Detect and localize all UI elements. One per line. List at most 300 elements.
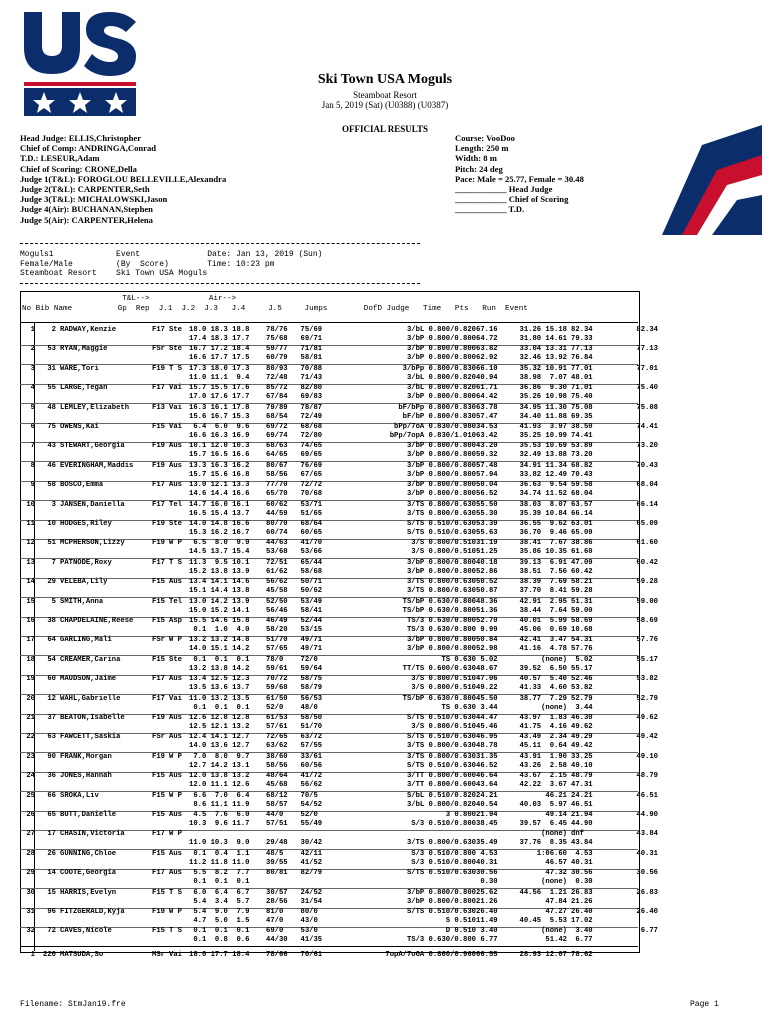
column-header-row-2: No Bib Name Gp Rep J.1 J.2 J.3 J.4 J.5 Jumps DofD Judge Time Pts Run Event xyxy=(22,305,528,313)
cell-jumps: 3/TS 0.800/0.630 xyxy=(406,742,476,751)
cell-rk: 8 xyxy=(30,461,35,470)
table-row xyxy=(20,404,680,423)
cell-run: 74.41 xyxy=(571,432,593,440)
cell-air: 44/59 51/65 xyxy=(266,509,323,518)
cell-air: 80/93 70/88 xyxy=(266,364,323,373)
cell-bib: 3 xyxy=(51,500,56,509)
cell-name: STEWART,Georgia xyxy=(60,442,125,451)
cell-tl: 14.6 14.4 16.6 xyxy=(189,490,250,499)
cell-time: (none) xyxy=(541,878,567,887)
cell-run: 48.79 xyxy=(571,772,593,781)
cell-bib: 64 xyxy=(47,636,56,645)
cell-time: 47.27 xyxy=(545,908,567,916)
cell-judge: 45.50 xyxy=(476,694,498,703)
cell-air: 52/50 53/49 xyxy=(266,597,323,606)
cell-time: 36.86 9.30 xyxy=(519,384,567,393)
table-row xyxy=(20,889,680,908)
cell-air: 80/67 76/69 xyxy=(266,461,323,470)
cell-run: 0.30 xyxy=(571,878,593,887)
cell-tl: 0.1 0.1 0.1 xyxy=(189,655,250,664)
cell-jumps: 3/S 0.800/0.510 xyxy=(411,675,476,684)
cell-rep: Aus xyxy=(169,442,182,451)
cell-jumps: bPp/7opA 0.830/1.010 xyxy=(389,432,476,440)
cell-gp: FSr xyxy=(152,733,165,742)
cell-rep: Aus xyxy=(169,461,182,470)
cell-judge: 57.94 xyxy=(476,470,498,479)
cell-judge: 11.49 xyxy=(476,917,498,925)
event-info-line: Moguls1 Event Date: Jan 13, 2019 (Sun) xyxy=(20,250,323,259)
cell-jumps: 3/bP 0.800/0.800 xyxy=(406,888,476,897)
cell-rk: 27 xyxy=(26,830,35,839)
official-line: T.D.: LESEUR,Adam xyxy=(20,153,100,164)
cell-time: 35.86 10.35 xyxy=(519,548,567,557)
official-line: Chief of Scoring: CRONE,Della xyxy=(20,163,137,174)
official-line: Judge 1(T&L): FOROGLOU BELLEVILLE,Alexandra xyxy=(20,173,227,184)
cell-name: CHASIN,Victoria xyxy=(60,830,125,839)
cell-tl: 15.1 14.4 13.8 xyxy=(189,587,250,596)
cell-jumps: S/TS 0.510/0.630 xyxy=(406,869,476,878)
cell-judge: 5.02 xyxy=(476,655,498,664)
cell-judge: 31.19 xyxy=(476,539,498,548)
cell-jumps: 3/bP 0.800/0.800 xyxy=(406,567,476,576)
cell-time: 40.57 5.40 xyxy=(519,675,567,684)
cell-rk: 7 xyxy=(30,442,35,451)
cell-event: 43.84 xyxy=(636,830,658,839)
cell-run: 60.42 xyxy=(571,567,593,576)
cell-time: 39.57 6.45 xyxy=(519,820,567,828)
cell-judge: 61.71 xyxy=(476,384,498,393)
cell-bib: 2 xyxy=(51,326,56,334)
official-results-heading: OFFICIAL RESULTS xyxy=(342,124,428,134)
cell-run: 51.31 xyxy=(571,597,593,606)
cell-bib: 5 xyxy=(51,597,56,606)
cell-air: 48/64 41/72 xyxy=(266,772,323,781)
official-line: Chief of Comp: ANDRINGA,Conrad xyxy=(20,143,157,154)
cell-tl: 7.0 8.0 9.7 xyxy=(189,752,250,761)
table-row xyxy=(20,598,680,617)
cell-air: 57/65 49/71 xyxy=(266,645,323,654)
cell-jumps: S/3 0.510/0.800 xyxy=(411,820,476,828)
cell-judge: 52.98 xyxy=(476,645,498,654)
cell-time: (none) xyxy=(541,703,567,712)
cell-tl: 12.5 12.1 13.2 xyxy=(189,723,250,731)
cell-tl: 16.6 16.3 16.9 xyxy=(189,432,250,440)
cell-gp: F15 xyxy=(152,791,165,800)
cell-time: 31.26 15.18 xyxy=(519,326,567,334)
cell-jumps: 3/bP 0.800/0.800 xyxy=(406,636,476,645)
cell-event: 49.62 xyxy=(636,714,658,722)
cell-rk: 26 xyxy=(26,811,35,819)
cell-run: 5.02 xyxy=(571,655,593,664)
cell-name: HODGES,Riley xyxy=(60,520,112,528)
cell-run: 52.79 xyxy=(571,694,593,703)
official-line: Judge 4(Air): BUCHANAN,Stephen xyxy=(20,204,153,215)
cell-bib: 90 xyxy=(47,752,56,761)
cell-rep: Ste xyxy=(169,520,182,528)
cell-time: 38.51 7.56 xyxy=(519,567,567,576)
cell-judge: 49.22 xyxy=(476,684,498,693)
table-row xyxy=(20,675,680,694)
cell-tl: 17.0 17.6 17.7 xyxy=(189,393,250,402)
cell-time: 34.40 11.88 xyxy=(519,412,567,421)
cell-rk: 25 xyxy=(26,791,35,800)
cell-bib: 51 xyxy=(47,539,56,548)
cell-jumps: 3/bP 0.800/0.800 xyxy=(406,481,476,490)
cell-rep: T S xyxy=(169,888,182,897)
cell-jumps: 3/bP 0.800/0.800 xyxy=(406,897,476,906)
cell-event: 59.00 xyxy=(636,597,658,606)
cell-tl: 14.5 13.7 15.4 xyxy=(189,548,250,557)
cell-run: 58.69 xyxy=(571,617,593,625)
cell-run: 76.84 xyxy=(571,354,593,363)
cell-tl: 13.4 12.5 12.3 xyxy=(189,675,250,684)
cell-rep: W P xyxy=(169,791,182,800)
cell-jumps: 3/TS 0.800/0.630 xyxy=(406,752,476,761)
cell-tl: 8.6 11.1 11.9 xyxy=(189,800,250,809)
cell-air: 53/68 53/66 xyxy=(266,548,323,557)
cell-gp: F15 xyxy=(152,811,165,819)
cell-event: 66.14 xyxy=(636,500,658,509)
cell-tl: 15.2 13.8 13.9 xyxy=(189,567,250,576)
cell-rk: 4 xyxy=(30,384,35,393)
cell-judge: 62.92 xyxy=(476,354,498,363)
cell-event: 82.34 xyxy=(636,326,658,334)
row-rule xyxy=(20,946,638,947)
cell-time: 45.11 0.64 xyxy=(519,742,567,751)
cell-air: 60/79 58/81 xyxy=(266,354,323,363)
official-line: Judge 5(Air): CARPENTER,Helena xyxy=(20,214,153,225)
cell-name: JONES,Hannah xyxy=(60,772,112,781)
cell-time: 1:06.60 xyxy=(536,849,567,858)
cell-jumps: 3/bL 0.800/0.820 xyxy=(406,373,476,382)
cell-judge: 21.26 xyxy=(476,897,498,906)
cell-judge: 63.42 xyxy=(476,432,498,440)
cell-rep: Aus xyxy=(169,849,182,858)
venue: Steamboat Resort xyxy=(353,90,417,100)
table-row xyxy=(20,792,680,811)
cell-tl: 15.5 14.6 15.8 xyxy=(189,617,250,625)
footer-page: Page 1 xyxy=(690,1000,719,1009)
cell-bib: 17 xyxy=(47,830,56,839)
cell-run: 69.35 xyxy=(571,412,593,421)
cell-tl: 15.0 15.2 14.1 xyxy=(189,606,250,615)
cell-rep: W P xyxy=(169,539,182,548)
cell-judge: 46.95 xyxy=(476,733,498,742)
cell-name: WAHL,Gabrielle xyxy=(60,694,121,703)
cell-run: 70.43 xyxy=(571,470,593,479)
cell-run: 38.50 xyxy=(571,423,593,431)
course-line: Pace: Male = 25.77, Female = 30.48 xyxy=(455,173,584,184)
cell-jumps: S/TS 0.510/0.630 xyxy=(406,714,476,722)
cell-bib: 55 xyxy=(47,384,56,393)
cell-rep: Asp xyxy=(169,617,182,625)
cell-run: 68.82 xyxy=(571,461,593,470)
cell-name: HARRIS,Evelyn xyxy=(60,888,117,897)
cell-judge: 63.82 xyxy=(476,345,498,354)
cell-event: 68.04 xyxy=(636,481,658,490)
cell-judge: 50.84 xyxy=(476,636,498,645)
cell-bib: 96 xyxy=(47,908,56,916)
cell-run: 33.25 xyxy=(571,752,593,761)
cell-air: 59/77 71/81 xyxy=(266,345,323,354)
cell-judge: 47.06 xyxy=(476,675,498,684)
cell-time: 42.22 3.67 xyxy=(519,781,567,790)
cell-tl: 16.7 17.2 18.4 xyxy=(189,345,250,354)
cell-time: 34.74 11.52 xyxy=(519,490,567,499)
cell-time: 39.13 6.91 xyxy=(519,558,567,567)
cell-run: 63.01 xyxy=(571,520,593,528)
cell-tl: 15.3 16.2 16.7 xyxy=(189,529,250,537)
cell-run: 30.56 xyxy=(571,869,593,878)
cell-run: 4.53 xyxy=(571,849,593,858)
cell-run: 73.20 xyxy=(571,451,593,460)
cell-tl: 15.6 16.7 15.3 xyxy=(189,412,250,421)
cell-rk: 11 xyxy=(26,520,35,528)
cell-judge: 44.47 xyxy=(476,714,498,722)
cell-time: 38.41 7.67 xyxy=(519,539,567,548)
cell-judge: 6.77 xyxy=(476,936,498,945)
cell-run: 44.90 xyxy=(571,820,593,828)
cell-tl: 15.7 16.5 16.6 xyxy=(189,451,250,460)
cell-judge: 43.64 xyxy=(476,781,498,790)
cell-run: 3.40 xyxy=(571,927,593,936)
cell-rep: W P xyxy=(169,752,182,761)
table-row xyxy=(20,442,680,461)
cell-rk: 19 xyxy=(26,675,35,684)
cell-judge: 34.53 xyxy=(476,423,498,431)
cell-time: 40.03 5.97 xyxy=(519,800,567,809)
table-row xyxy=(20,345,680,364)
cell-run: 43.84 xyxy=(571,839,593,848)
cell-jumps: 3/TT 0.800/0.600 xyxy=(406,772,476,781)
cell-jumps: D 0.510 xyxy=(445,927,476,936)
cell-time: 40.45 5.53 xyxy=(519,917,567,925)
cell-event: 49.10 xyxy=(636,752,658,761)
cell-air: 68/54 72/49 xyxy=(266,412,323,421)
cell-tl: 0.1 0.1 0.1 xyxy=(189,703,250,712)
cell-event: 59.28 xyxy=(636,578,658,587)
course-line: ____________ Chief of Scoring xyxy=(455,194,569,205)
divider xyxy=(20,283,420,284)
cell-gp: F17 xyxy=(152,326,165,334)
cell-air: 79/89 78/87 xyxy=(266,403,323,412)
cell-air: 56/62 50/71 xyxy=(266,578,323,587)
cell-name: RYAN,Maggie xyxy=(60,345,108,354)
cell-bib: 37 xyxy=(47,714,56,722)
cell-air: 60/74 60/65 xyxy=(266,529,323,537)
cell-tl: 4.5 7.6 6.0 xyxy=(189,811,250,819)
cell-judge: 40.31 xyxy=(476,858,498,867)
cell-judge: 48.67 xyxy=(476,664,498,673)
cell-gp: F17 xyxy=(152,558,165,567)
cell-judge: 3.40 xyxy=(476,927,498,936)
cell-tl: 6.0 6.4 6.7 xyxy=(189,888,250,897)
cell-event: 49.42 xyxy=(636,733,658,742)
column-header-row-1: T&L--> Air--> xyxy=(22,295,237,303)
cell-judge: 56.52 xyxy=(476,490,498,499)
cell-time: 36.63 9.54 xyxy=(519,481,567,490)
cell-rk: 16 xyxy=(26,617,35,625)
cell-jumps: TS/3 0.630/0.800 xyxy=(406,936,476,945)
cell-tl: 12.4 14.1 12.7 xyxy=(189,733,250,742)
cell-run: 59.28 xyxy=(571,587,593,596)
cell-name: CREAMER,Carina xyxy=(60,655,121,664)
cell-jumps: S/TS 0.510/0.630 xyxy=(406,520,476,528)
cell-rep: Vai xyxy=(169,384,182,393)
cell-time: 49.14 xyxy=(545,811,567,819)
cell-judge: 51.36 xyxy=(476,606,498,615)
cell-event: 55.17 xyxy=(636,655,658,664)
cell-tl: 0.1 0.8 0.6 xyxy=(189,936,250,945)
cell-rep: T S xyxy=(169,364,182,373)
cell-rep: Tel xyxy=(169,597,182,606)
cell-name: GARLING,Mali xyxy=(60,636,112,645)
cell-gp: MSr xyxy=(152,950,165,959)
cell-judge: 66.55 xyxy=(476,950,498,959)
cell-rep: Aus xyxy=(169,714,182,722)
cell-tl: 13.2 13.2 14.8 xyxy=(189,636,250,645)
cell-air: 68/63 74/65 xyxy=(266,442,323,451)
cell-name: EVERINGHAM,Maddis xyxy=(60,461,134,470)
cell-bib: 46 xyxy=(47,461,56,470)
cell-run: 49.42 xyxy=(571,742,593,751)
cell-run: 77.01 xyxy=(571,364,593,373)
cell-run: dnf xyxy=(571,830,584,839)
cell-jumps: TS/bP 0.630/0.800 xyxy=(402,606,476,615)
cell-run: 49.10 xyxy=(571,761,593,770)
cell-time: 44.56 1.21 xyxy=(519,888,567,897)
cell-jumps: 3/bP 0.800/0.800 xyxy=(406,335,476,343)
cell-tl: 16.3 16.1 17.8 xyxy=(189,403,250,412)
table-row xyxy=(20,559,680,578)
cell-time: 38.98 7.07 xyxy=(519,373,567,382)
cell-jumps: S 0.510 xyxy=(445,917,476,925)
cell-run: 59.00 xyxy=(571,606,593,615)
cell-rk: 22 xyxy=(26,733,35,742)
cell-event: 46.51 xyxy=(636,791,658,800)
cell-tl: 10.3 9.6 11.7 xyxy=(189,820,250,828)
cell-air: 56/46 58/41 xyxy=(266,606,323,615)
cell-bib: 65 xyxy=(47,811,56,819)
cell-name: CAVES,Nicole xyxy=(60,927,112,936)
cell-gp: F19 xyxy=(152,461,165,470)
cell-rk: 14 xyxy=(26,578,35,587)
cell-gp: F15 xyxy=(152,849,165,858)
cell-bib: 38 xyxy=(47,617,56,625)
cell-name: SROKA,Liv xyxy=(60,791,99,800)
cell-bib: 12 xyxy=(47,694,56,703)
cell-jumps: 3/bP 0.800/0.800 xyxy=(406,490,476,499)
cell-run: 58.21 xyxy=(571,578,593,587)
cell-name: RADWAY,Kenzie xyxy=(60,326,117,334)
cell-air: 46/49 52/44 xyxy=(266,617,323,625)
cell-air: 59/68 58/79 xyxy=(266,684,323,693)
cell-run: 47.09 xyxy=(571,558,593,567)
cell-jumps: 3/bL 0.800/0.820 xyxy=(406,326,476,334)
cell-air: 44/63 41/70 xyxy=(266,539,323,548)
cell-run: 53.82 xyxy=(571,684,593,693)
cell-jumps: 3/bP 0.800/0.800 xyxy=(406,442,476,451)
cell-bib: 14 xyxy=(47,869,56,878)
cell-tl: 0.1 0.4 1.1 xyxy=(189,849,250,858)
cell-judge: 50.52 xyxy=(476,578,498,587)
cell-air: 28/56 31/54 xyxy=(266,897,323,906)
cell-run: 47.31 xyxy=(571,781,593,790)
cell-jumps: 3/bL 0.800/0.820 xyxy=(406,384,476,393)
page-title: Ski Town USA Moguls xyxy=(317,72,453,87)
cell-judge: 66.10 xyxy=(476,364,498,373)
cell-rep: Aus xyxy=(169,578,182,587)
cell-time: 33.82 12.49 xyxy=(519,470,567,479)
cell-name: WARE,Tori xyxy=(60,364,99,373)
cell-gp: F17 xyxy=(152,384,165,393)
cell-name: JANSEN,Daniella xyxy=(60,500,125,509)
cell-bib: 10 xyxy=(47,520,56,528)
cell-air: 58/57 54/52 xyxy=(266,800,323,809)
cell-air: 61/62 58/68 xyxy=(266,567,323,576)
cell-time: (none) xyxy=(541,927,567,936)
cell-gp: F17 xyxy=(152,481,165,490)
cell-tl: 13.3 16.3 16.2 xyxy=(189,461,250,470)
cell-air: 63/62 57/55 xyxy=(266,742,323,751)
cell-tl: 6.6 7.0 6.4 xyxy=(189,791,250,800)
cell-air: 72/51 65/44 xyxy=(266,558,323,567)
cell-jumps: 3/TS 0.800/0.630 xyxy=(406,500,476,509)
cell-air: 81/0 80/0 xyxy=(266,908,318,916)
cell-time: 35.39 10.84 xyxy=(519,509,567,518)
cell-name: BUTT,Danielle xyxy=(60,811,117,819)
event-info-line: Female/Male (By Score) Time: 10:23 pm xyxy=(20,259,275,269)
event-info-line: Steamboat Resort Ski Town USA Moguls xyxy=(20,269,208,278)
cell-run: 3.44 xyxy=(571,703,593,712)
cell-gp: FSr xyxy=(152,345,165,354)
cell-time: 35.53 10.69 xyxy=(519,442,567,451)
cell-time: 47.84 xyxy=(545,897,567,906)
cell-tl: 17.4 18.3 17.7 xyxy=(189,335,250,343)
table-row xyxy=(20,850,680,869)
cell-jumps: 3 0.800 xyxy=(445,811,476,819)
cell-jumps: 3/S 0.800/0.510 xyxy=(411,723,476,731)
cell-air: 61/53 58/50 xyxy=(266,714,323,722)
cell-rk: 28 xyxy=(26,849,35,858)
cell-judge: 51.25 xyxy=(476,548,498,557)
cell-rk: 13 xyxy=(26,558,35,567)
event-info xyxy=(20,250,322,279)
cell-name: GUNNING,Chloe xyxy=(60,849,117,858)
cell-judge: 43.20 xyxy=(476,442,498,451)
cell-jumps: 3/TT 0.800/0.600 xyxy=(406,781,476,790)
cell-air: 69/72 68/68 xyxy=(266,423,323,431)
cell-tl: 12.6 12.8 12.8 xyxy=(189,714,250,722)
cell-jumps: 3/S 0.800/0.510 xyxy=(411,684,476,693)
course-line: Course: VooDoo xyxy=(455,133,515,143)
cell-rep: W P xyxy=(169,908,182,916)
cell-rk: 2 xyxy=(30,345,35,354)
cell-air: 44/0 52/0 xyxy=(266,811,318,819)
cell-gp: F17 xyxy=(152,500,165,509)
cell-jumps: 3/S 0.800/0.510 xyxy=(411,548,476,557)
cell-bib: 7 xyxy=(51,558,56,567)
cell-gp: F15 xyxy=(152,772,165,781)
cell-run: 77.13 xyxy=(571,345,593,354)
cell-name: PATNODE,Roxy xyxy=(60,558,112,567)
course-info xyxy=(455,133,584,215)
cell-tl: 14.0 14.8 16.6 xyxy=(189,520,250,528)
cell-judge: 63.78 xyxy=(476,403,498,412)
cell-gp: F15 xyxy=(152,578,165,587)
table-row xyxy=(20,481,680,500)
cell-rep: Vai xyxy=(169,950,182,959)
